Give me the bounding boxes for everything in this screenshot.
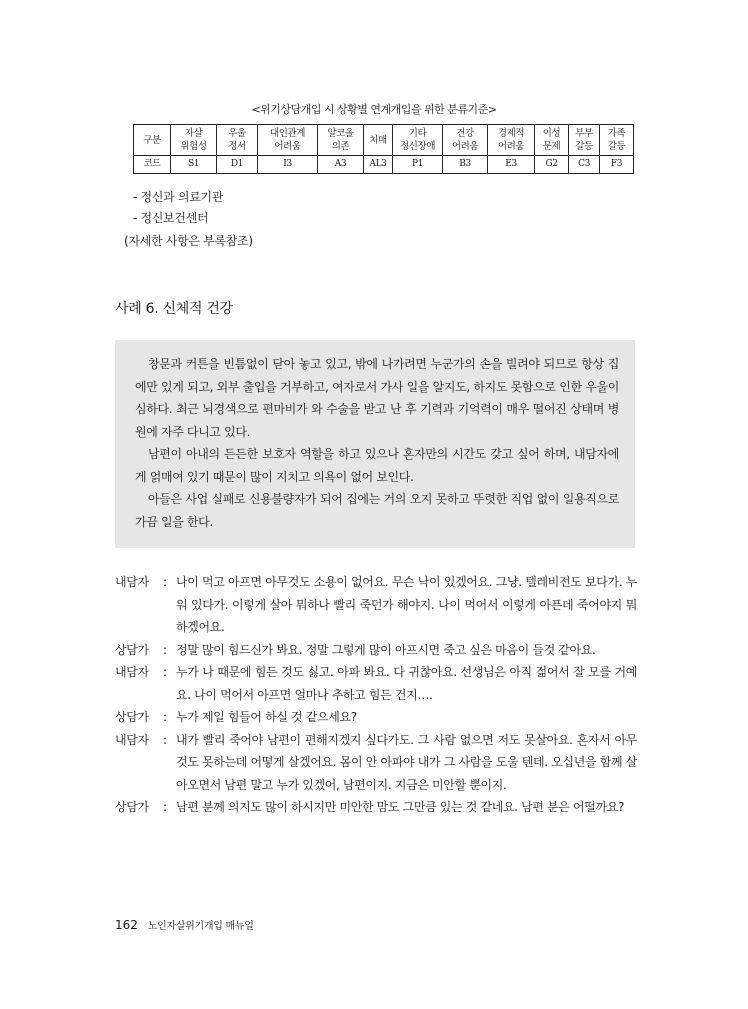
header-cell-family: 가족 갈등 bbox=[600, 125, 634, 156]
speaker-label: 내담자 bbox=[115, 665, 149, 679]
code-cell: E3 bbox=[488, 156, 535, 174]
list-item: - 정신보건센터 bbox=[133, 211, 209, 225]
table-caption: <위기상담개입 시 상황별 연계개입을 위한 분류기준> bbox=[251, 103, 497, 116]
case-paragraph: 남편이 아내의 든든한 보호자 역할을 하고 있으나 혼자만의 시간도 갖고 싶어 하며, 내담자에게 얽매여 있기 때문이 많이 지치고 의욕이 없어 보인다. bbox=[135, 447, 619, 484]
code-cell: F3 bbox=[600, 156, 634, 174]
book-title: 노인자살위기개입 매뉴얼 bbox=[147, 921, 254, 932]
dialogue-text: 누가 제일 힘들어 하실 것 같으세요? bbox=[176, 710, 357, 724]
header-label-cell: 구분 bbox=[134, 125, 171, 156]
code-cell: I3 bbox=[258, 156, 318, 174]
page-footer bbox=[115, 917, 254, 932]
case-description-box bbox=[115, 340, 635, 548]
separator: : bbox=[163, 642, 167, 657]
code-cell: P1 bbox=[393, 156, 443, 174]
code-cell: B3 bbox=[443, 156, 488, 174]
header-cell-marital: 부부 갈등 bbox=[569, 125, 600, 156]
speaker-label: 상담가 bbox=[115, 710, 149, 724]
header-cell-romance: 이성 문제 bbox=[535, 125, 569, 156]
speaker-label: 상담가 bbox=[115, 800, 149, 814]
dialogue-text: 내가 빨리 죽어야 남편이 편해지겠지 싶다가도. 그 사람 없으면 저도 못살아요. 혼자서 아무것도 못하는데 어떻게 살겠어요. 몸이 안 아파야 내가 그 사람을 도울 텐데. 오십년을 함께 살아오면서 남편 말고 누가 있겠어, 남편이지. 지금은 미안할 뿐이지. bbox=[176, 732, 637, 792]
code-cell: C3 bbox=[569, 156, 600, 174]
separator: : bbox=[163, 665, 167, 679]
dialogue-text: 누가 나 때문에 힘든 것도 싫고. 아파 봐요. 다 귀찮아요. 선생님은 아직 젊어서 잘 모를 거예요. 나이 먹어서 아프면 얼마나 추하고 힘든 건지…. bbox=[176, 665, 637, 702]
speaker-label: 상담가 bbox=[115, 642, 149, 657]
dialogue-text: 남편 분께 의지도 많이 하시지만 미안한 맘도 그만큼 있는 것 같네요. 남편 분은 어떨까요? bbox=[176, 800, 624, 814]
code-cell: A3 bbox=[318, 156, 364, 174]
header-cell-economic: 경제적 어려움 bbox=[488, 125, 535, 156]
table-header-row bbox=[134, 125, 634, 156]
code-cell: D1 bbox=[217, 156, 258, 174]
classification-table bbox=[133, 124, 634, 174]
code-cell: G2 bbox=[535, 156, 569, 174]
separator: : bbox=[163, 575, 167, 589]
separator: : bbox=[163, 800, 167, 814]
appendix-note: (자세한 사항은 부록참조) bbox=[124, 234, 253, 248]
table-code-row bbox=[134, 156, 634, 174]
dialogue-text: 나이 먹고 아프면 아무것도 소용이 없어요. 무슨 낙이 있겠어요. 그냥. 텔레비전도 보다가. 누워 있다가. 이렇게 살아 뭐하나 빨리 죽던가 해야지. 나이 먹어서 이렇게 아픈데 죽어야지 뭐하겠어요. bbox=[176, 575, 637, 634]
header-cell-alcohol: 알코올 의존 bbox=[318, 125, 364, 156]
referral-list bbox=[133, 187, 223, 229]
code-cell: S1 bbox=[171, 156, 217, 174]
separator: : bbox=[163, 732, 167, 747]
header-cell-interpersonal: 대인관계 어려움 bbox=[258, 125, 318, 156]
header-cell-health: 건강 어려움 bbox=[443, 125, 488, 156]
page-number: 162 bbox=[115, 918, 138, 932]
case-title: 사례 6. 신체적 건강 bbox=[115, 301, 233, 317]
speaker-label: 내담자 bbox=[115, 732, 149, 747]
case-paragraph: 창문과 커튼을 빈틈없이 닫아 놓고 있고, 밖에 나가려면 누군가의 손을 빌려야 되므로 항상 집에만 있게 되고, 외부 출입을 거부하고, 여자로서 가사 일을 알지도, 하지도 못함으로 인한 우울이 심하다. 최근 뇌경색으로 편마비가 와 수술을 받고 난 후 기력과 기억력이 매우 떨어진 상태며 병원에 자주 다니고 있다. bbox=[135, 357, 619, 439]
header-cell-dementia: 치매 bbox=[364, 125, 393, 156]
header-cell-other-mental: 기타 정신장애 bbox=[393, 125, 443, 156]
dialogue-text: 정말 많이 힘드신가 봐요. 정말 그렇게 많이 아프시면 죽고 싶은 마음이 들것 같아요. bbox=[176, 642, 596, 657]
header-cell-suicide-risk: 자살 위험성 bbox=[171, 125, 217, 156]
header-cell-depression: 우울 정서 bbox=[217, 125, 258, 156]
case-paragraph: 아들은 사업 실패로 신용불량자가 되어 집에는 거의 오지 못하고 뚜렷한 직업 없이 일용직으로 가끔 일을 한다. bbox=[135, 492, 619, 529]
code-cell: AL3 bbox=[364, 156, 393, 174]
list-item: - 정신과 의료기관 bbox=[133, 190, 224, 204]
code-label-cell: 코드 bbox=[134, 156, 171, 174]
separator: : bbox=[163, 710, 167, 724]
speaker-label: 내담자 bbox=[115, 575, 149, 589]
